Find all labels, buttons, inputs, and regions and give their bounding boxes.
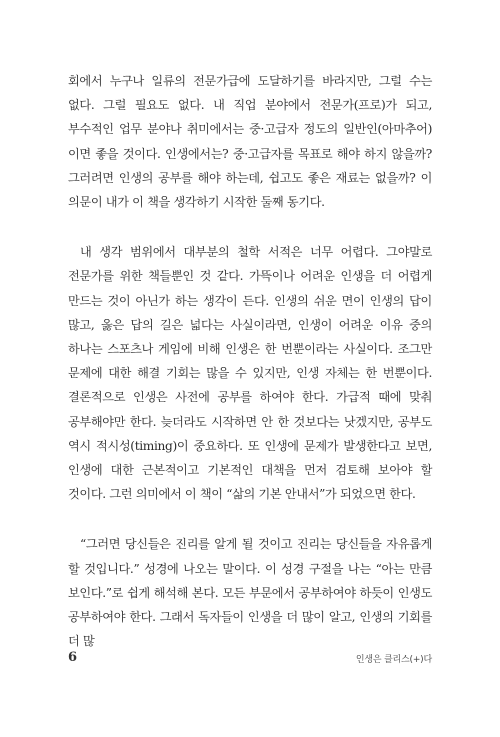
page-footer bbox=[68, 650, 432, 670]
paragraph-1: 회에서 누구나 일류의 전문가급에 도달하기를 바라지만, 그럴 수는 없다. 그럴 필요도 없다. 내 직업 분야에서 전문가(프로)가 되고, 부수적인 업무 분야나 취미에서는 중·고급자 정도의 일반인(아마추어)이면 좋을 것이다. 인생에서는? 중·고급자를 목표로 해야 하지 않을까? 그러려면 인생의 공부를 해야 하는데, 쉽고도 좋은 재료는 없을까? 이 의문이 내가 이 책을 생각하기 시작한 둘째 동기다. bbox=[68, 74, 432, 210]
paragraph-3: “그러면 당신들은 진리를 알게 될 것이고 진리는 당신들을 자유롭게 할 것입니다.” 성경에 나오는 말이다. 이 성경 구절을 나는 “아는 만큼 보인다.”로 쉽게 해석해 본다. 모든 부문에서 공부하여야 하듯이 인생도 공부하여야 한다. 그래서 독자들이 인생을 더 많이 알고, 인생의 기회를 더 많 bbox=[68, 537, 432, 649]
running-title: 인생은 클리스(+)다 bbox=[355, 655, 432, 665]
paragraph-2: 내 생각 범위에서 대부분의 철학 서적은 너무 어렵다. 그야말로 전문가를 위한 책들뿐인 것 같다. 가뜩이나 어려운 인생을 더 어렵게 만드는 것이 아닌가 하는 생각이 든다. 인생의 쉬운 면이 인생의 답이 많고, 옳은 답의 길은 넓다는 사실이라면, 인생이 어려운 이유 중의 하나는 스포츠나 게임에 비해 인생은 한 번뿐이라는 사실이다. 조그만 문제에 대한 해결 기회는 많을 수 있지만, 인생 자체는 한 번뿐이다. 결론적으로 인생은 사전에 공부를 하여야 한다. 가급적 때에 맞춰 공부해야만 한다. 늦더라도 시작하면 안 한 것보다는 낫겠지만, 공부도 역시 적시성(timing)이 중요하다. 또 인생에 문제가 발생한다고 보면, 인생에 대한 근본적이고 기본적인 대책을 먼저 검토해 보아야 할 것이다. 그런 의미에서 이 책이 “삶의 기본 안내서”가 되었으면 한다. bbox=[68, 245, 432, 502]
body-text bbox=[68, 69, 432, 653]
page-number: 6 bbox=[68, 650, 78, 665]
